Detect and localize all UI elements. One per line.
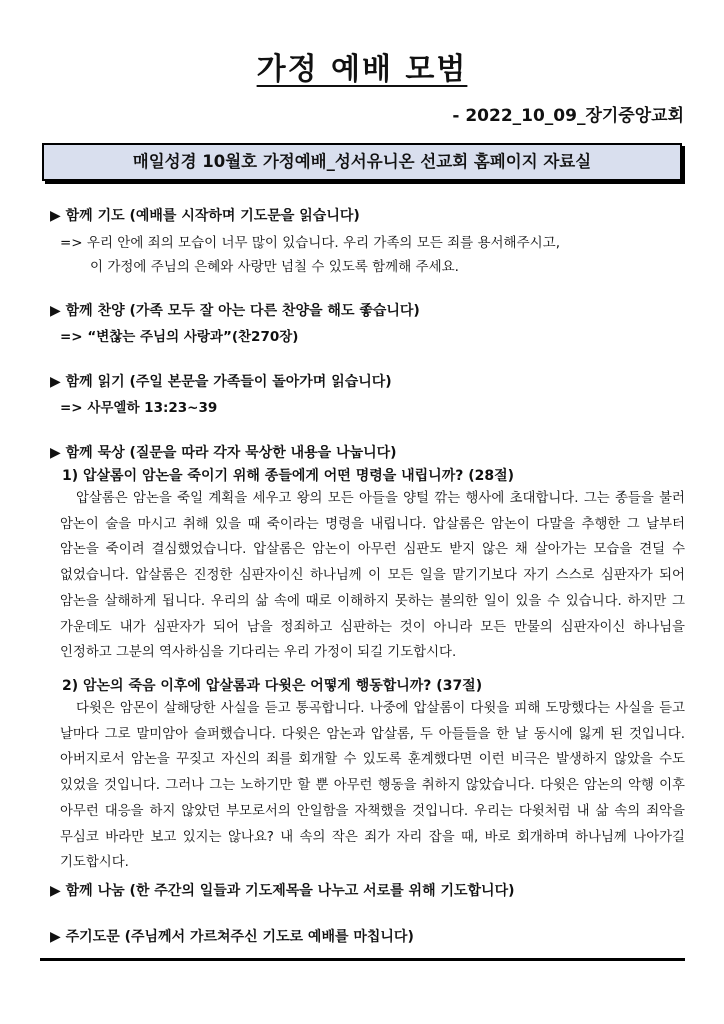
question-2: 2) 암논의 죽음 이후에 압살롬과 다윗은 어떻게 행동합니까? (37절) [62, 678, 483, 694]
page-title-text: 가정 예배 모범 [256, 52, 468, 87]
question-1: 1) 압살롬이 암논을 죽이기 위해 종들에게 어떤 명령을 내립니까? (28절) [62, 468, 515, 484]
section-heading-praise: ▶ 함께 찬양 (가족 모두 잘 아는 다른 찬양을 해도 좋습니다) [50, 303, 420, 319]
prayer-line-1: => 우리 안에 죄의 모습이 너무 많이 있습니다. 우리 가족의 모든 죄를 용서해주시고, [60, 235, 561, 251]
section-heading-meditation: ▶ 함께 묵상 (질문을 따라 각자 묵상한 내용을 나눕니다) [50, 445, 397, 461]
praise-line-1: => “변찮는 주님의 사랑과”(찬270장) [60, 329, 299, 345]
answer-1-paragraph: 압살롬은 암논을 죽일 계획을 세우고 왕의 모든 아들을 양털 깎는 행사에 초대합니다. 그는 종들을 불러 암논이 술을 마시고 취해 있을 때 죽이라는 명령을 내립니다. 압살롬은 암논이 다말을 추행한 그 날부터 암논을 죽이려 결심했었습니다. 압살롬은 암논이 아무런 심판도 받지 않은 채 살아가는 모습을 견딜 수 없었습니다. 압살롬은 진정한 심판자이신 하나님께 이 모든 일을 맡기기보다 자기 스스로 심판자가 되어 암논을 살해하게 됩니다. 우리의 삶 속에 때로 이해하지 못하는 불의한 일이 있을 수 있습니다. 하지만 그 가운데도 내가 심판자가 되어 남을 정죄하고 심판하는 것이 아니라 모든 만물의 심판자이신 하나님을 인정하고 그분의 역사하심을 기다리는 우리 가정이 되길 기도합시다. [60, 491, 685, 661]
prayer-line-2: 이 가정에 주님의 은혜와 사랑만 넘칠 수 있도록 함께해 주세요. [90, 259, 459, 275]
page-title [0, 44, 724, 88]
reading-line-1: => 사무엘하 13:23~39 [60, 400, 218, 416]
answer-2-paragraph: 다윗은 암몬이 살해당한 사실을 듣고 통곡합니다. 나중에 압살롬이 다윗을 피해 도망했다는 사실을 듣고 날마다 그로 말미암아 슬퍼했습니다. 다윗은 암논과 압살롬, 두 아들들을 한 날 동시에 잃게 된 것입니다. 아버지로서 암논을 꾸짖고 자신의 죄를 회개할 수 있도록 훈계했다면 이런 비극은 발생하지 않았을 수도 있었을 것입니다. 그러나 그는 노하기만 할 뿐 아무런 행동을 취하지 않았습니다. 다윗은 암논의 악행 이후 아무런 대응을 하지 않았던 부모로서의 안일함을 자책했을 것입니다. 우리는 다윗처럼 내 삶 속의 죄악을 무심코 바라만 보고 있지는 않나요? 내 속의 작은 죄가 자리 잡을 때, 바로 회개하며 하나님께 나아가길 기도합시다. [60, 701, 685, 871]
section-heading-reading: ▶ 함께 읽기 (주일 본문을 가족들이 돌아가며 읽습니다) [50, 374, 392, 390]
date-church-line: - 2022_10_09_장기중앙교회 [452, 106, 684, 126]
section-heading-sharing: ▶ 함께 나눔 (한 주간의 일들과 기도제목을 나누고 서로를 위해 기도합니다) [50, 883, 515, 899]
bottom-divider [40, 958, 685, 961]
section-heading-prayer: ▶ 함께 기도 (예배를 시작하며 기도문을 읽습니다) [50, 208, 360, 224]
section-heading-closing: ▶ 주기도문 (주님께서 가르쳐주신 기도로 예배를 마칩니다) [50, 929, 414, 945]
source-banner: 매일성경 10월호 가정예배_성서유니온 선교회 홈페이지 자료실 [42, 143, 682, 181]
